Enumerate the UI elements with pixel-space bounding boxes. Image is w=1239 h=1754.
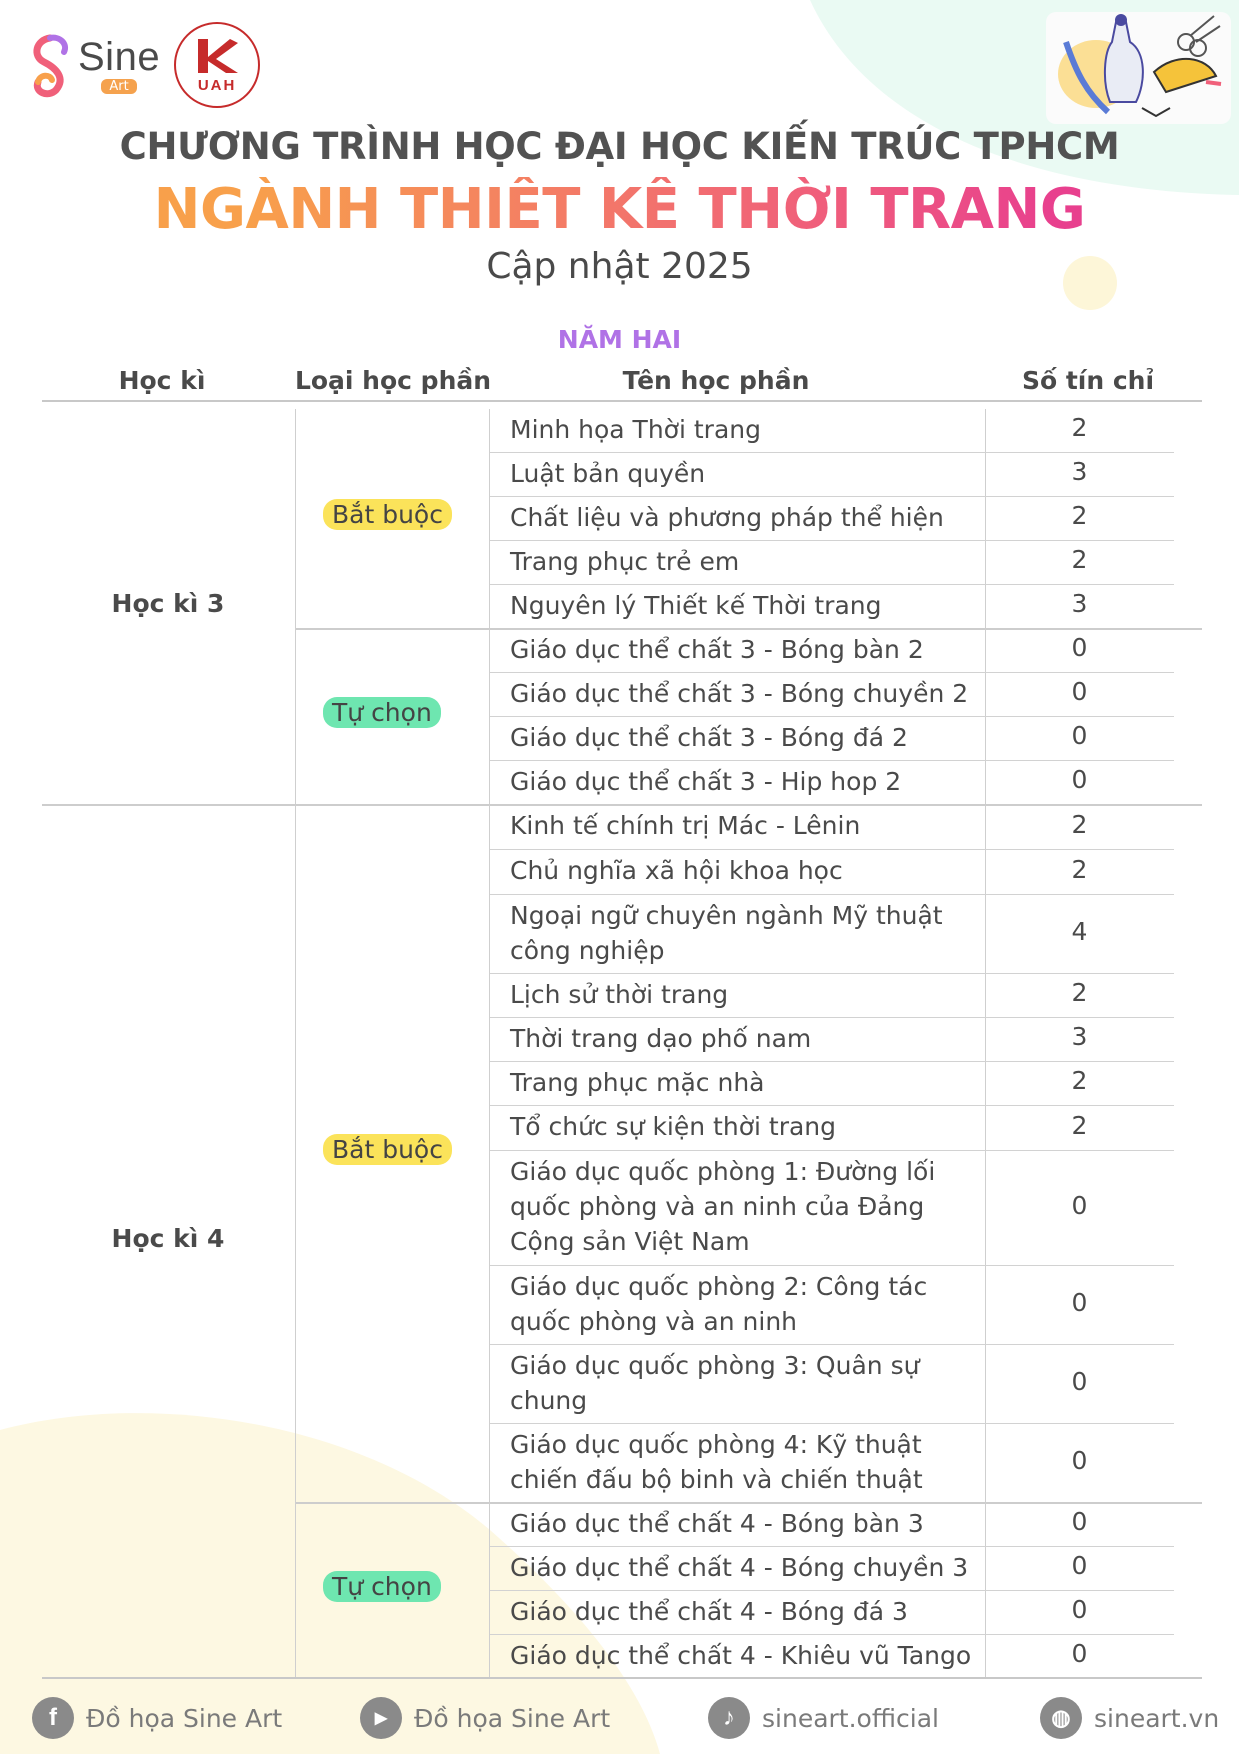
table-row (489, 585, 1174, 629)
semester-label: Học kì 3 (111, 589, 225, 618)
course-name: Giáo dục thể chất 4 - Bóng đá 3 (510, 1596, 908, 1626)
course-credits: 0 (1071, 765, 1088, 794)
tiktok-label: sineart.official (762, 1703, 939, 1733)
course-credits: 0 (1071, 633, 1088, 662)
credit-column-divider (985, 761, 986, 805)
credit-column-divider (985, 1591, 986, 1635)
table-row (489, 1635, 1174, 1679)
course-credits: 3 (1071, 457, 1088, 486)
course-name: Giáo dục quốc phòng 2: Công tác quốc phòng và an ninh (510, 1271, 928, 1336)
table-row (489, 673, 1174, 717)
credit-column-divider (985, 805, 986, 850)
credit-column-divider (985, 1266, 986, 1345)
table-row (489, 1018, 1174, 1062)
table-row (489, 497, 1174, 541)
course-column-divider (489, 409, 490, 629)
column-header-type: Loại học phần (294, 366, 492, 395)
course-credits: 0 (1071, 677, 1088, 706)
youtube-label: Đồ họa Sine Art (414, 1703, 611, 1733)
table-row (489, 1062, 1174, 1106)
credit-column-divider (985, 895, 986, 974)
course-name: Thời trang dạo phố nam (510, 1023, 812, 1053)
course-column-divider (489, 1503, 490, 1679)
course-name: Giáo dục thể chất 4 - Bóng chuyền 3 (510, 1552, 969, 1582)
course-credits: 2 (1071, 501, 1088, 530)
page-title: CHƯƠNG TRÌNH HỌC ĐẠI HỌC KIẾN TRÚC TPHCM (119, 125, 1120, 168)
course-credits: 2 (1071, 413, 1088, 442)
sine-brand-name: Sine (78, 34, 161, 79)
course-credits: 0 (1071, 1287, 1088, 1317)
course-column-divider (489, 805, 490, 1503)
header-divider (42, 400, 1202, 402)
table-row (489, 1503, 1174, 1547)
credit-column-divider (985, 409, 986, 453)
uah-logo[interactable] (174, 22, 260, 108)
uah-brand-name: UAH (197, 76, 237, 94)
tiktok-icon: ♪ (708, 1697, 750, 1739)
course-column-divider (489, 629, 490, 805)
credit-column-divider (985, 1062, 986, 1106)
program-title: NGÀNH THIẾT KẾ THỜI TRANG (0, 177, 1239, 242)
table-row (489, 850, 1174, 895)
logo-row (28, 22, 260, 108)
column-header-semester: Học kì (118, 366, 206, 395)
course-credits: 0 (1071, 721, 1088, 750)
course-credits: 0 (1071, 1551, 1088, 1580)
type-column-divider (295, 805, 296, 1679)
table-row (489, 541, 1174, 585)
credit-column-divider (985, 585, 986, 629)
credit-column-divider (985, 541, 986, 585)
table-row (489, 1547, 1174, 1591)
course-name: Tổ chức sự kiện thời trang (510, 1112, 837, 1141)
type-column-divider (295, 409, 296, 805)
required-badge: Bắt buộc (323, 499, 452, 530)
course-credits: 2 (1071, 1110, 1088, 1140)
table-row (489, 805, 1174, 850)
table-row (489, 1266, 1174, 1345)
course-name: Ngoại ngữ chuyên ngành Mỹ thuật công nghiệp (510, 900, 943, 965)
course-name: Giáo dục thể chất 4 - Khiêu vũ Tango (510, 1640, 972, 1670)
globe-icon: ◍ (1040, 1697, 1082, 1739)
course-name: Trang phục trẻ em (510, 546, 740, 576)
year-label: NĂM HAI (557, 325, 682, 354)
table-row (489, 717, 1174, 761)
credit-column-divider (985, 850, 986, 895)
course-name: Giáo dục thể chất 4 - Bóng bàn 3 (510, 1508, 924, 1538)
credit-column-divider (985, 717, 986, 761)
footer-tiktok[interactable] (708, 1697, 939, 1739)
table-row (489, 1591, 1174, 1635)
youtube-icon: ▶ (360, 1697, 402, 1739)
table-row (489, 1151, 1174, 1266)
footer-divider (42, 1677, 1202, 1679)
table-row (489, 895, 1174, 974)
course-credits: 2 (1071, 545, 1088, 574)
sine-brand-sub: Art (101, 79, 136, 94)
elective-badge: Tự chọn (323, 697, 441, 728)
course-credits: 3 (1071, 589, 1088, 618)
table-row (489, 761, 1174, 805)
sine-swirl-icon (28, 30, 72, 100)
course-name: Giáo dục thể chất 3 - Bóng đá 2 (510, 722, 908, 752)
credit-column-divider (985, 1151, 986, 1266)
course-credits: 4 (1071, 916, 1088, 946)
footer-facebook[interactable] (32, 1697, 282, 1739)
credit-column-divider (985, 453, 986, 497)
credit-column-divider (985, 629, 986, 673)
table-row (489, 1345, 1174, 1424)
course-credits: 0 (1071, 1190, 1088, 1220)
credit-column-divider (985, 1345, 986, 1424)
course-credits: 2 (1071, 809, 1088, 839)
table-row (489, 1106, 1174, 1151)
table-row (489, 974, 1174, 1018)
uah-emblem-icon (194, 37, 240, 75)
course-credits: 2 (1071, 1066, 1088, 1095)
course-name: Giáo dục thể chất 3 - Bóng chuyền 2 (510, 678, 969, 708)
course-name: Minh họa Thời trang (510, 414, 761, 444)
course-name: Giáo dục thể chất 3 - Bóng bàn 2 (510, 634, 924, 664)
course-name: Giáo dục quốc phòng 3: Quân sự chung (510, 1350, 920, 1415)
credit-column-divider (985, 673, 986, 717)
course-name: Nguyên lý Thiết kế Thời trang (510, 590, 882, 620)
elective-badge: Tự chọn (323, 1571, 441, 1602)
table-row (489, 409, 1174, 453)
sine-art-logo[interactable] (28, 30, 160, 100)
column-header-course: Tên học phần (622, 366, 810, 395)
course-credits: 0 (1071, 1507, 1088, 1536)
website-label: sineart.vn (1094, 1703, 1220, 1733)
credit-column-divider (985, 497, 986, 541)
course-name: Luật bản quyền (510, 458, 706, 488)
table-row (489, 629, 1174, 673)
footer-website[interactable] (1040, 1697, 1219, 1739)
credit-column-divider (985, 1547, 986, 1591)
semester-label: Học kì 4 (111, 1224, 225, 1253)
footer-youtube[interactable] (360, 1697, 610, 1739)
course-credits: 0 (1071, 1595, 1088, 1624)
credit-column-divider (985, 974, 986, 1018)
column-header-credits: Số tín chỉ (1021, 366, 1155, 395)
credit-column-divider (985, 1635, 986, 1679)
course-name: Trang phục mặc nhà (510, 1067, 765, 1097)
course-credits: 3 (1071, 1022, 1088, 1051)
fashion-illustration (1046, 12, 1231, 124)
course-name: Kinh tế chính trị Mác - Lênin (510, 811, 861, 840)
table-row (489, 453, 1174, 497)
course-credits: 0 (1071, 1366, 1088, 1396)
course-name: Chủ nghĩa xã hội khoa học (510, 856, 843, 885)
course-name: Giáo dục quốc phòng 4: Kỹ thuật chiến đấu bộ binh và chiến thuật (510, 1429, 923, 1494)
update-subtitle: Cập nhật 2025 (486, 246, 753, 287)
credit-column-divider (985, 1106, 986, 1151)
facebook-label: Đồ họa Sine Art (86, 1703, 283, 1733)
course-credits: 2 (1071, 978, 1088, 1007)
table-row (489, 1424, 1174, 1503)
course-name: Giáo dục quốc phòng 1: Đường lối quốc phòng và an ninh của Đảng Cộng sản Việt Nam (510, 1157, 936, 1256)
credit-column-divider (985, 1503, 986, 1547)
course-credits: 0 (1071, 1639, 1088, 1668)
course-name: Giáo dục thể chất 3 - Hip hop 2 (510, 766, 902, 796)
credit-column-divider (985, 1018, 986, 1062)
required-badge: Bắt buộc (323, 1134, 452, 1165)
facebook-icon: f (32, 1697, 74, 1739)
course-credits: 2 (1071, 854, 1088, 884)
course-credits: 0 (1071, 1445, 1088, 1475)
course-name: Lịch sử thời trang (510, 979, 729, 1009)
course-name: Chất liệu và phương pháp thể hiện (510, 502, 944, 532)
mannequin-icon (1046, 12, 1231, 124)
credit-column-divider (985, 1424, 986, 1503)
